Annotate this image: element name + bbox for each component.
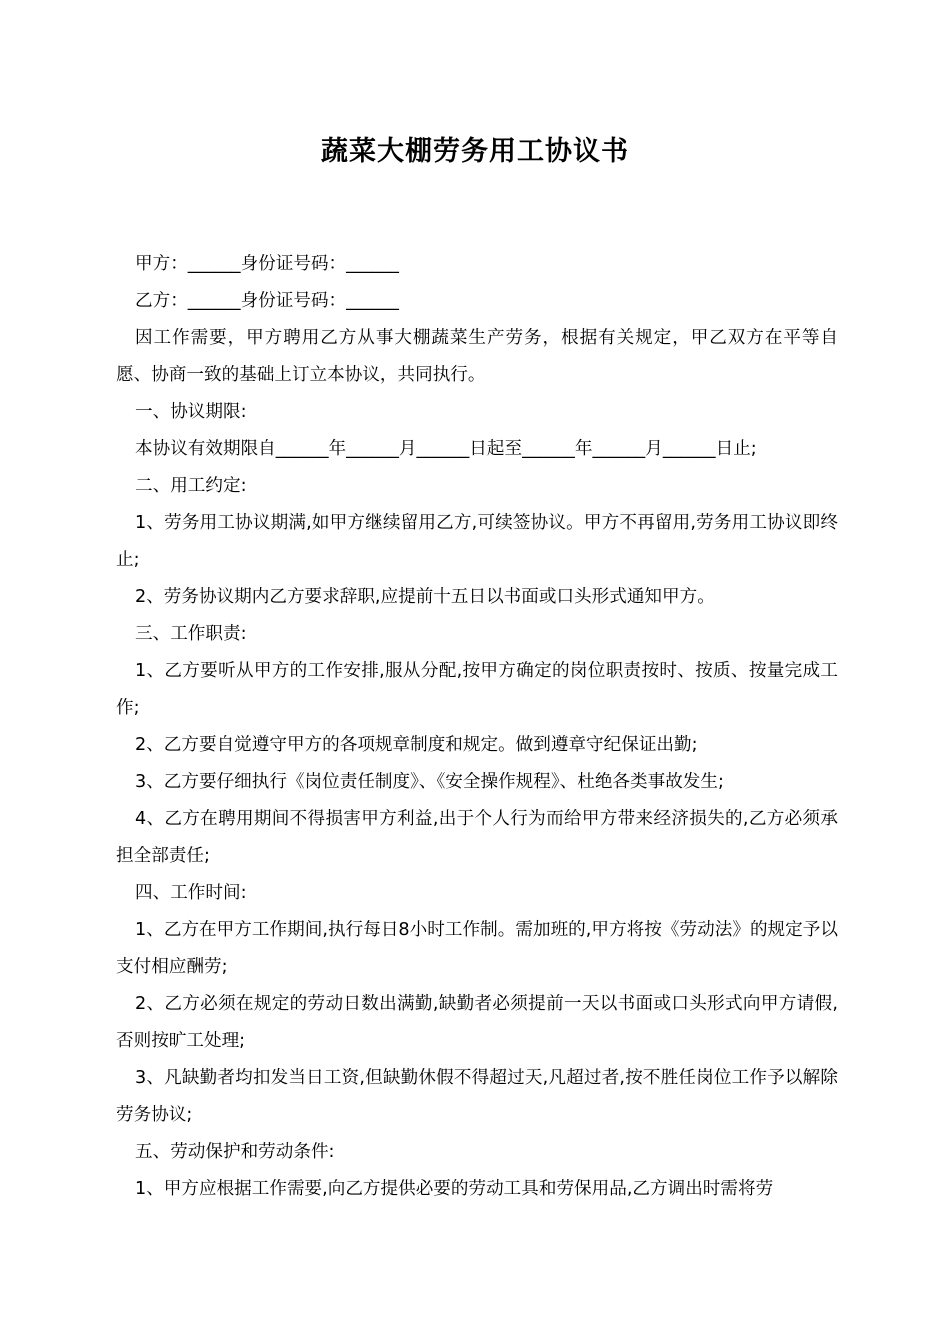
employment-clause-1: 1、劳务用工协议期满,如甲方继续留用乙方,可续签协议。甲方不再留用,劳务用工协议即终止; [116,513,838,570]
hours-clause-2: 2、乙方必须在规定的劳动日数出满勤,缺勤者必须提前一天以书面或口头形式向甲方请假,否则按旷工处理; [116,994,838,1051]
party-b-line: 乙方：______身份证号码：______ [135,291,399,311]
protection-clause-1: 1、甲方应根据工作需要,向乙方提供必要的劳动工具和劳保用品,乙方调出时需将劳 [135,1179,774,1199]
term-period-line: 本协议有效期限自______年______月______日起至______年______月______日止; [135,439,757,459]
document-title: 蔬菜大棚劳务用工协议书 [321,136,629,167]
duties-clause-2: 2、乙方要自觉遵守甲方的各项规章制度和规定。做到遵章守纪保证出勤; [135,735,698,755]
employment-clause-2: 2、劳务协议期内乙方要求辞职,应提前十五日以书面或口头形式通知甲方。 [135,587,715,607]
section-heading-hours: 四、工作时间: [135,883,247,903]
section-heading-protection: 五、劳动保护和劳动条件: [135,1142,335,1162]
hours-clause-1: 1、乙方在甲方工作期间,执行每日8小时工作制。需加班的,甲方将按《劳动法》的规定予以支付相应酬劳; [116,920,838,977]
duties-clause-3: 3、乙方要仔细执行《岗位责任制度》、《安全操作规程》、杜绝各类事故发生; [135,772,724,792]
section-heading-employment: 二、用工约定: [135,476,247,496]
duties-clause-1: 1、乙方要听从甲方的工作安排,服从分配,按甲方确定的岗位职责按时、按质、按量完成工作; [116,661,838,718]
document-body [116,246,838,1208]
intro-paragraph: 因工作需要，甲方聘用乙方从事大棚蔬菜生产劳务，根据有关规定，甲乙双方在平等自愿、协商一致的基础上订立本协议，共同执行。 [116,328,838,385]
duties-clause-4: 4、乙方在聘用期间不得损害甲方利益,出于个人行为而给甲方带来经济损失的,乙方必须承担全部责任; [116,809,838,866]
section-heading-duties: 三、工作职责: [135,624,247,644]
section-heading-term: 一、协议期限: [135,402,247,422]
hours-clause-3: 3、凡缺勤者均扣发当日工资,但缺勤休假不得超过天,凡超过者,按不胜任岗位工作予以解除劳务协议; [116,1068,838,1125]
party-a-line: 甲方：______身份证号码：______ [135,254,399,274]
